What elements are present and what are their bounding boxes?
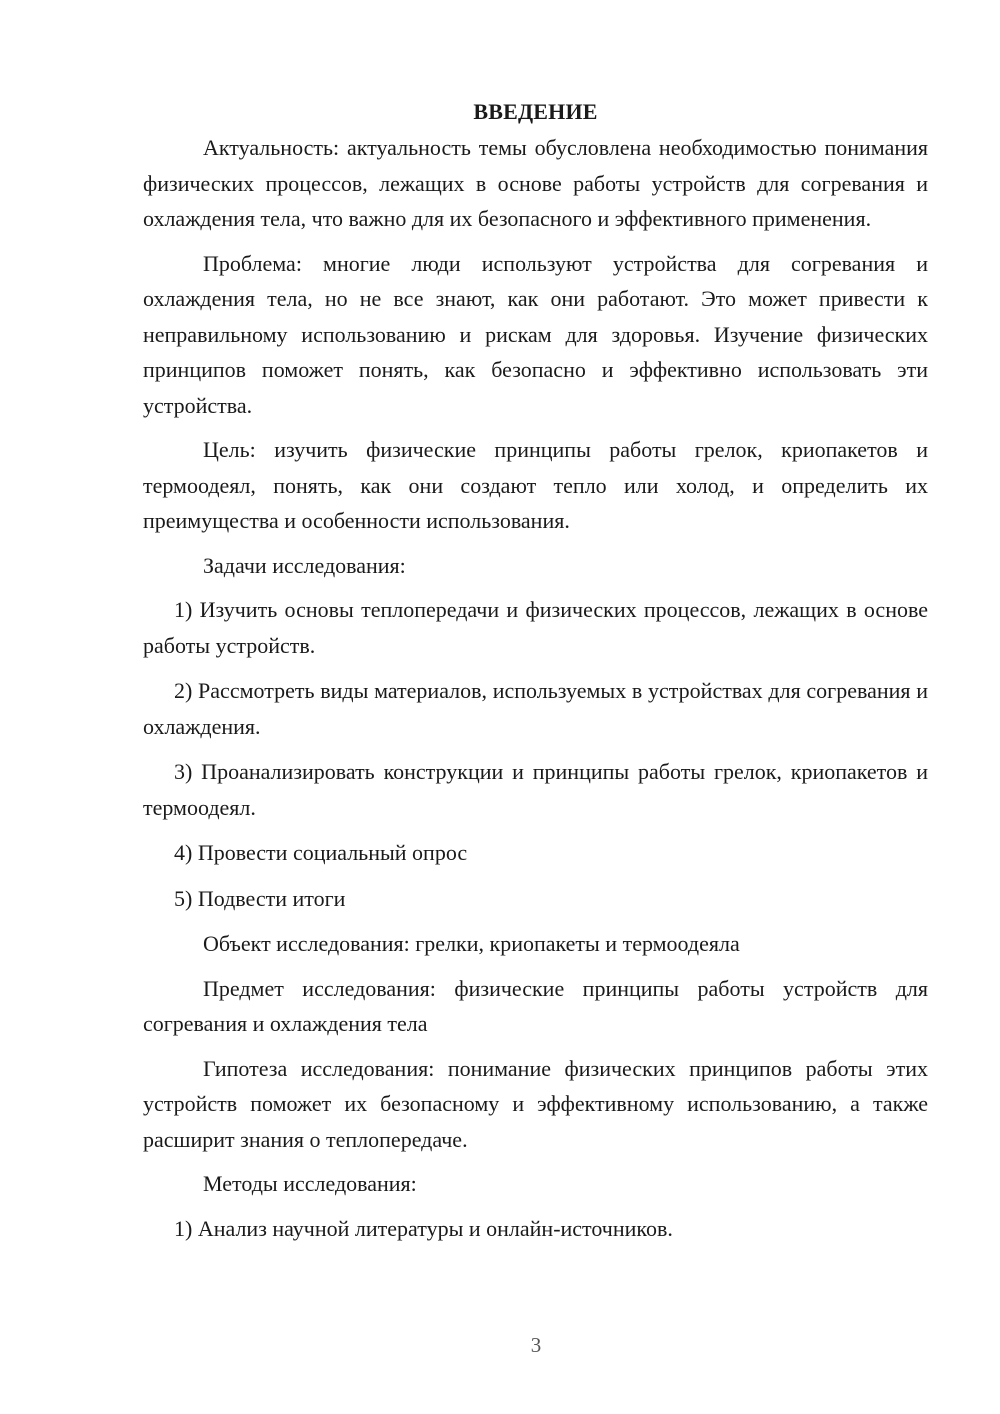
page-number: 3 xyxy=(530,1333,542,1357)
document-body xyxy=(143,94,928,1256)
section-title: ВВЕДЕНИЕ xyxy=(473,99,598,124)
paragraph-relevance: Актуальность: актуальность темы обусловлена необходимостью понимания физических процессов, лежащих в основе работы устройств для согревания и охлаждения тела, что важно для их безопасного и эффективного применения. xyxy=(143,135,928,231)
paragraph-methods-heading: Методы исследования: xyxy=(203,1171,417,1196)
list-item-method-1: 1) Анализ научной литературы и онлайн-источников. xyxy=(174,1215,673,1241)
list-item-task-3: 3) Проанализировать конструкции и принципы работы грелок, криопакетов и термоодеял. xyxy=(143,759,928,820)
paragraph-goal: Цель: изучить физические принципы работы грелок, криопакетов и термоодеял, понять, как они создают тепло или холод, и определить их преимущества и особенности использования. xyxy=(143,437,928,533)
list-item-task-5: 5) Подвести итоги xyxy=(174,885,346,911)
paragraph-tasks-heading: Задачи исследования: xyxy=(203,552,406,578)
list-item-task-4: 4) Провести социальный опрос xyxy=(174,840,468,865)
list-item-task-1: 1) Изучить основы теплопередачи и физических процессов, лежащих в основе работы устройств. xyxy=(143,597,928,658)
paragraph-problem: Проблема: многие люди используют устройства для согревания и охлаждения тела, но не все знают, как они работают. Это может привести к неправильному использованию и рискам для здоровья. Изучение физических принципов поможет понять, как безопасно и эффективно использовать эти устройства. xyxy=(143,250,928,418)
paragraph-subject: Предмет исследования: физические принципы работы устройств для согревания и охлаждения тела xyxy=(143,975,928,1036)
list-item-task-2: 2) Рассмотреть виды материалов, используемых в устройствах для согревания и охлаждения. xyxy=(143,678,928,739)
paragraph-hypothesis: Гипотеза исследования: понимание физических принципов работы этих устройств поможет их безопасному и эффективному использованию, а также расширит знания о теплопередаче. xyxy=(143,1055,928,1152)
paragraph-object: Объект исследования: грелки, криопакеты и термоодеяла xyxy=(203,931,740,956)
